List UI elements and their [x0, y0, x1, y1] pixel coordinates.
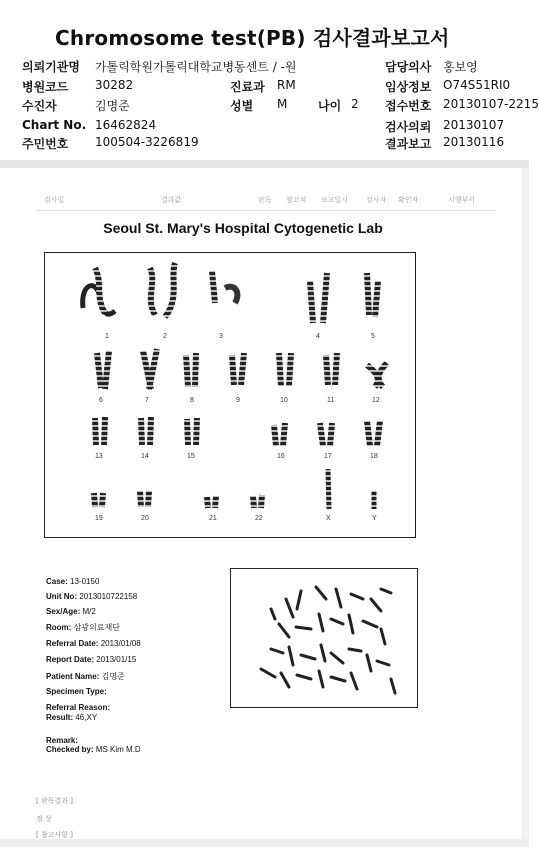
hospital-code-value: 30282	[95, 78, 134, 92]
room-label: Room:	[46, 623, 72, 632]
institution-value: 가톨릭학원가톨릭대학교병동센트 / -원	[95, 60, 297, 74]
doctor-label: 담당의사	[385, 60, 432, 74]
result-value: 20130116	[443, 135, 505, 149]
chr-label-10: 10	[280, 397, 288, 404]
request-value: 20130107	[443, 118, 505, 132]
reading-result-value: 정 상	[36, 815, 52, 823]
scan-edge	[521, 168, 529, 840]
chr-label-6: 6	[99, 397, 103, 404]
metaphase-image	[230, 568, 418, 708]
specimen-label: Specimen Type:	[46, 687, 107, 696]
room-value: 삼광의료재단	[73, 623, 120, 632]
clinical-label: 임상정보	[385, 80, 432, 94]
metaphase-spread	[231, 569, 417, 707]
chart-label: Chart No.	[22, 118, 87, 132]
col-tester: 검사자	[366, 196, 387, 204]
report-title: Chromosome test(PB) 검사결과보고서	[55, 26, 450, 50]
age-label: 나이	[318, 99, 342, 113]
chr-label-5: 5	[371, 333, 375, 340]
chr-label-8: 8	[190, 397, 194, 404]
referral-date-value: 2013/01/08	[100, 639, 141, 648]
col-result-value: 결과값	[161, 196, 182, 204]
age-value: 2	[351, 97, 359, 111]
request-label: 검사의뢰	[385, 120, 432, 134]
patient-name-label: Patient Name:	[46, 672, 100, 681]
chr-label-7: 7	[145, 397, 149, 404]
chr-label-20: 20	[141, 515, 149, 522]
result-value: 46,XY	[75, 713, 98, 722]
case-label: Case:	[46, 577, 68, 586]
lab-title: Seoul St. Mary's Hospital Cytogenetic Lab	[103, 220, 383, 236]
doctor-value: 홍보영	[443, 60, 478, 74]
checked-label: Checked by:	[46, 745, 94, 754]
karyotype-image	[44, 252, 416, 538]
chr-label-21: 21	[209, 515, 217, 522]
chr-label-19: 19	[95, 515, 103, 522]
department-value: RM	[277, 78, 296, 92]
chr-label-2: 2	[163, 333, 167, 340]
receipt-value: 20130107-2215	[443, 97, 539, 111]
patient-info-section	[0, 58, 539, 158]
result-label: Result:	[46, 713, 74, 722]
chr-label-y: Y	[372, 515, 377, 522]
col-reference: 참고치	[286, 196, 307, 204]
chr-label-18: 18	[370, 453, 378, 460]
patient-value: 김명준	[95, 99, 130, 113]
col-department: 시행부서	[448, 196, 476, 204]
section-divider	[0, 160, 529, 168]
referral-reason-label: Referral Reason:	[46, 703, 111, 712]
patient-name-value: 김명준	[101, 672, 125, 681]
col-report-time: 보고일시	[321, 196, 349, 204]
chr-label-22: 22	[255, 515, 263, 522]
sexage-value: M/2	[82, 607, 96, 616]
case-value: 13-0150	[70, 577, 100, 586]
receipt-label: 접수번호	[385, 99, 432, 113]
hospital-code-label: 병원코드	[22, 80, 69, 94]
chr-label-17: 17	[324, 453, 332, 460]
report-date-value: 2013/01/15	[96, 655, 137, 664]
col-confirmer: 확인자	[398, 196, 419, 204]
col-reading: 판독	[258, 196, 272, 204]
chr-label-15: 15	[187, 453, 195, 460]
result-label: 결과보고	[385, 137, 432, 151]
chr-label-13: 13	[95, 453, 103, 460]
chart-value: 16462824	[95, 118, 157, 132]
chr-label-12: 12	[372, 397, 380, 404]
referral-date-label: Referral Date:	[46, 639, 99, 648]
chr-label-9: 9	[236, 397, 240, 404]
sex-label: 성별	[230, 99, 254, 113]
page-bottom-edge	[0, 839, 529, 847]
unit-value: 2013010722158	[79, 592, 138, 601]
chr-label-x: X	[326, 515, 331, 522]
department-label: 진료과	[230, 80, 265, 94]
remark-label: Remark:	[46, 736, 79, 745]
checked-value: MS Kim M.D	[95, 745, 141, 754]
report-date-label: Report Date:	[46, 655, 95, 664]
clinical-value: O74S51RI0	[443, 78, 511, 92]
chr-label-14: 14	[141, 453, 149, 460]
report-column-header	[36, 190, 496, 211]
karyotype-chromosomes	[45, 253, 415, 537]
resident-value: 100504-3226819	[95, 135, 199, 149]
patient-label: 수진자	[22, 99, 57, 113]
institution-label: 의뢰기관명	[22, 60, 80, 74]
chr-label-4: 4	[316, 333, 320, 340]
notes-heading: [ 참고사항 ]	[36, 831, 73, 839]
chr-label-16: 16	[277, 453, 285, 460]
col-test-date: 검사일	[44, 196, 65, 204]
chr-label-11: 11	[327, 397, 335, 404]
chr-label-1: 1	[105, 333, 109, 340]
sex-value: M	[277, 97, 288, 111]
unit-label: Unit No:	[46, 592, 78, 601]
sexage-label: Sex/Age:	[46, 607, 81, 616]
chr-label-3: 3	[219, 333, 223, 340]
reading-result-heading: [ 판독결과 ]	[36, 797, 73, 805]
scanned-report	[8, 168, 521, 840]
resident-label: 주민번호	[22, 137, 69, 151]
